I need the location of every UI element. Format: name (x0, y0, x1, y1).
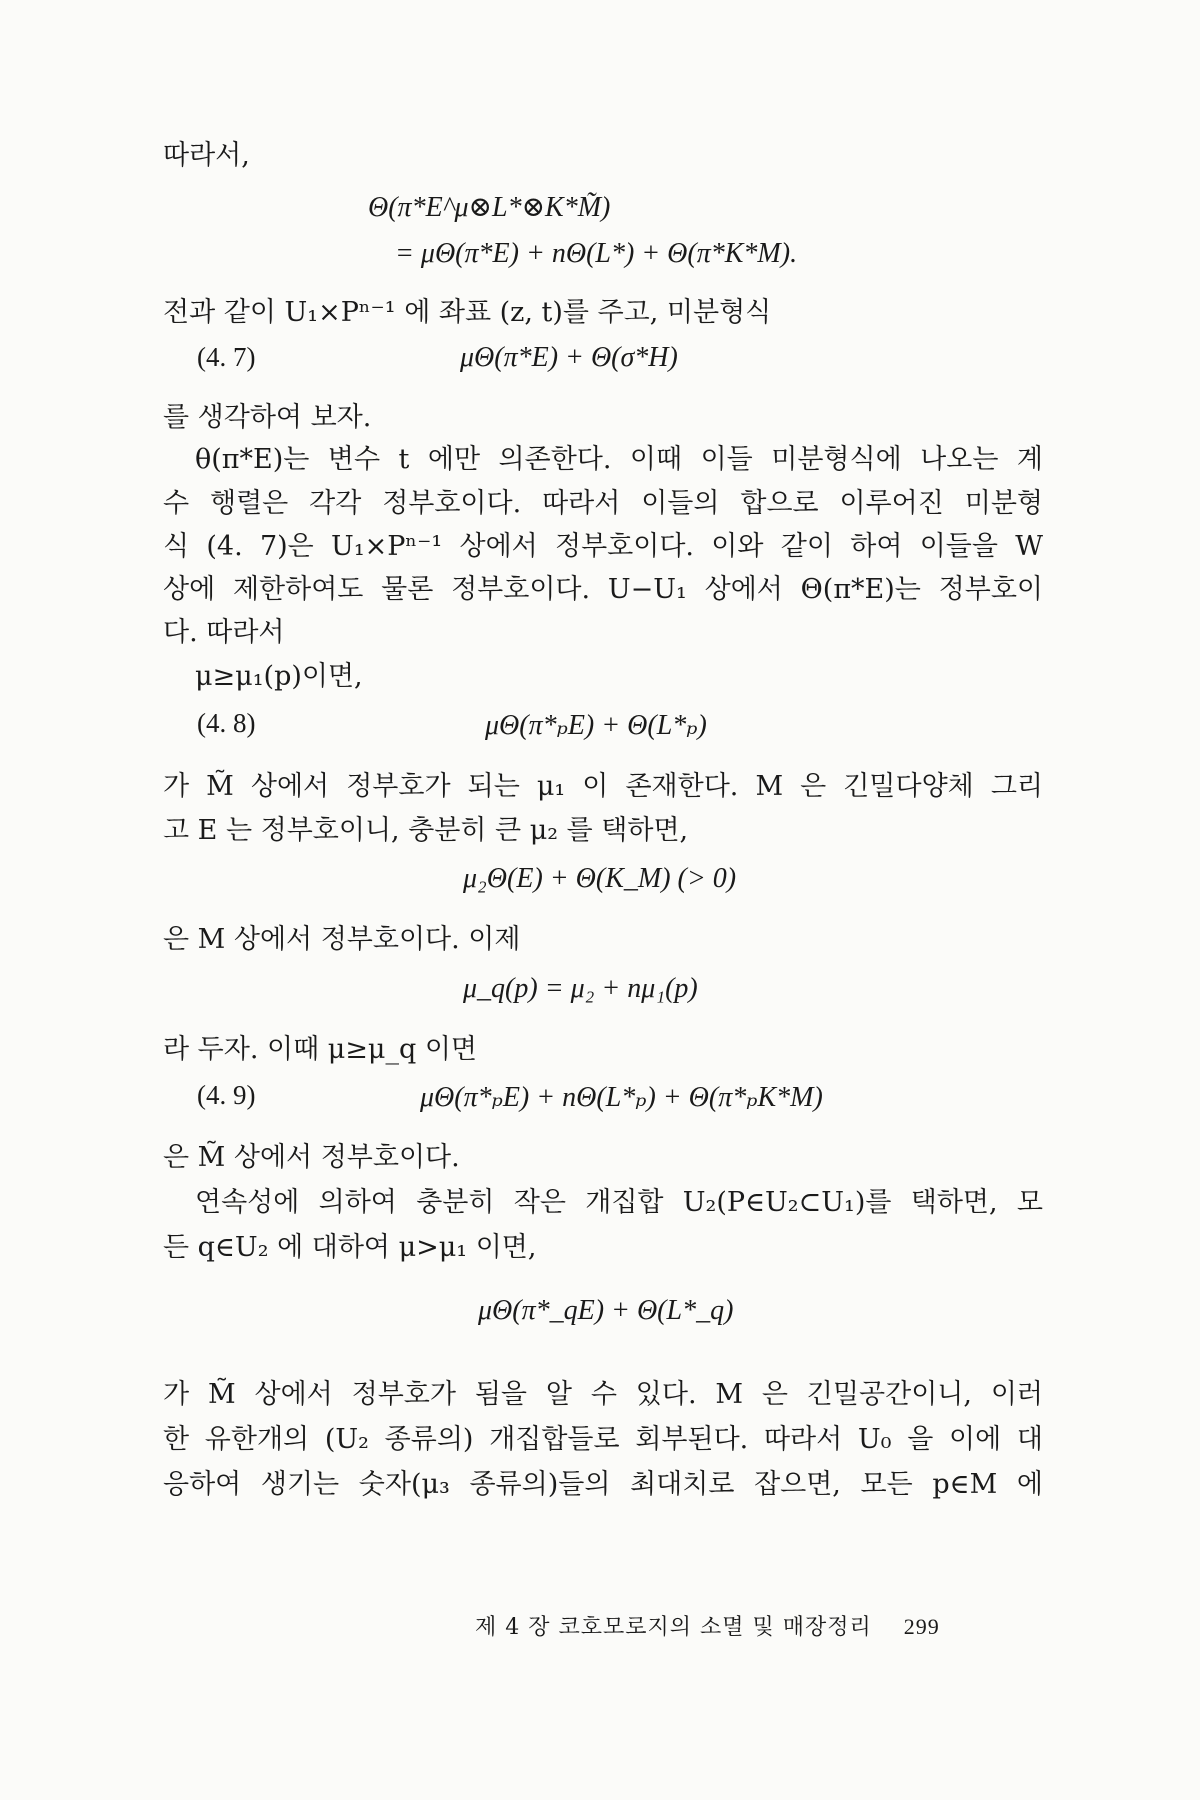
equation: μΘ(π*_qE) + Θ(L*_q) (478, 1295, 734, 1326)
equation-number: (4. 7) (197, 342, 256, 372)
text-line: 상에 제한하여도 물론 정부호이다. U−U₁ 상에서 Θ(π*E)는 정부호이 (163, 574, 1043, 605)
text-line: 가 M̃ 상에서 정부호가 되는 μ₁ 이 존재한다. M 은 긴밀다양체 그리 (163, 771, 1043, 802)
text-line: 따라서, (163, 140, 250, 171)
page-number: 299 (903, 1614, 940, 1639)
text-line: 가 M̃ 상에서 정부호가 됨을 알 수 있다. M 은 긴밀공간이니, 이러 (163, 1379, 1043, 1410)
equation: μ₂Θ(E) + Θ(K_M) (> 0) (463, 863, 737, 894)
equation: = μΘ(π*E) + nΘ(L*) + Θ(π*K*M). (395, 238, 798, 269)
text-line: θ(π*E)는 변수 t 에만 의존한다. 이때 이들 미분형식에 나오는 계 (195, 444, 1043, 475)
text-line: 한 유한개의 (U₂ 종류의) 개집합들로 회부된다. 따라서 U₀ 을 이에 대 (163, 1424, 1043, 1455)
equation: μ_q(p) = μ₂ + nμ₁(p) (463, 973, 698, 1004)
equation: μΘ(π*ₚE) + Θ(L*ₚ) (485, 710, 707, 741)
chapter-title: 제 4 장 코호모로지의 소멸 및 매장정리 (475, 1615, 872, 1640)
text-line: 은 M 상에서 정부호이다. 이제 (163, 924, 521, 955)
text-line: 식 (4. 7)은 U₁×Pⁿ⁻¹ 상에서 정부호이다. 이와 같이 하여 이들을 W (163, 531, 1043, 562)
text-line: 라 두자. 이때 μ≥μ_q 이면 (163, 1034, 477, 1065)
page-footer (475, 1610, 940, 1641)
equation: μΘ(π*ₚE) + nΘ(L*ₚ) + Θ(π*ₚK*M) (420, 1082, 823, 1113)
equation: Θ(π*E^μ⊗L*⊗K*M̃) (368, 192, 611, 223)
text-line: 수 행렬은 각각 정부호이다. 따라서 이들의 합으로 이루어진 미분형 (163, 488, 1043, 519)
text-line: μ≥μ₁(p)이면, (195, 661, 363, 692)
text-line: 를 생각하여 보자. (163, 402, 372, 433)
equation-number: (4. 8) (197, 708, 256, 738)
equation: μΘ(π*E) + Θ(σ*H) (460, 342, 678, 373)
text-line: 고 E 는 정부호이니, 충분히 큰 μ₂ 를 택하면, (163, 815, 689, 846)
text-line: 전과 같이 U₁×Pⁿ⁻¹ 에 좌표 (z, t)를 주고, 미분형식 (163, 297, 772, 328)
text-line: 연속성에 의하여 충분히 작은 개집합 U₂(P∈U₂⊂U₁)를 택하면, 모 (195, 1187, 1043, 1218)
text-line: 다. 따라서 (163, 617, 285, 648)
text-line: 응하여 생기는 숫자(μ₃ 종류의)들의 최대치로 잡으면, 모든 p∈M 에 (163, 1469, 1043, 1500)
text-line: 은 M̃ 상에서 정부호이다. (163, 1142, 460, 1173)
text-line: 든 q∈U₂ 에 대하여 μ>μ₁ 이면, (163, 1232, 537, 1263)
equation-number: (4. 9) (197, 1080, 256, 1110)
